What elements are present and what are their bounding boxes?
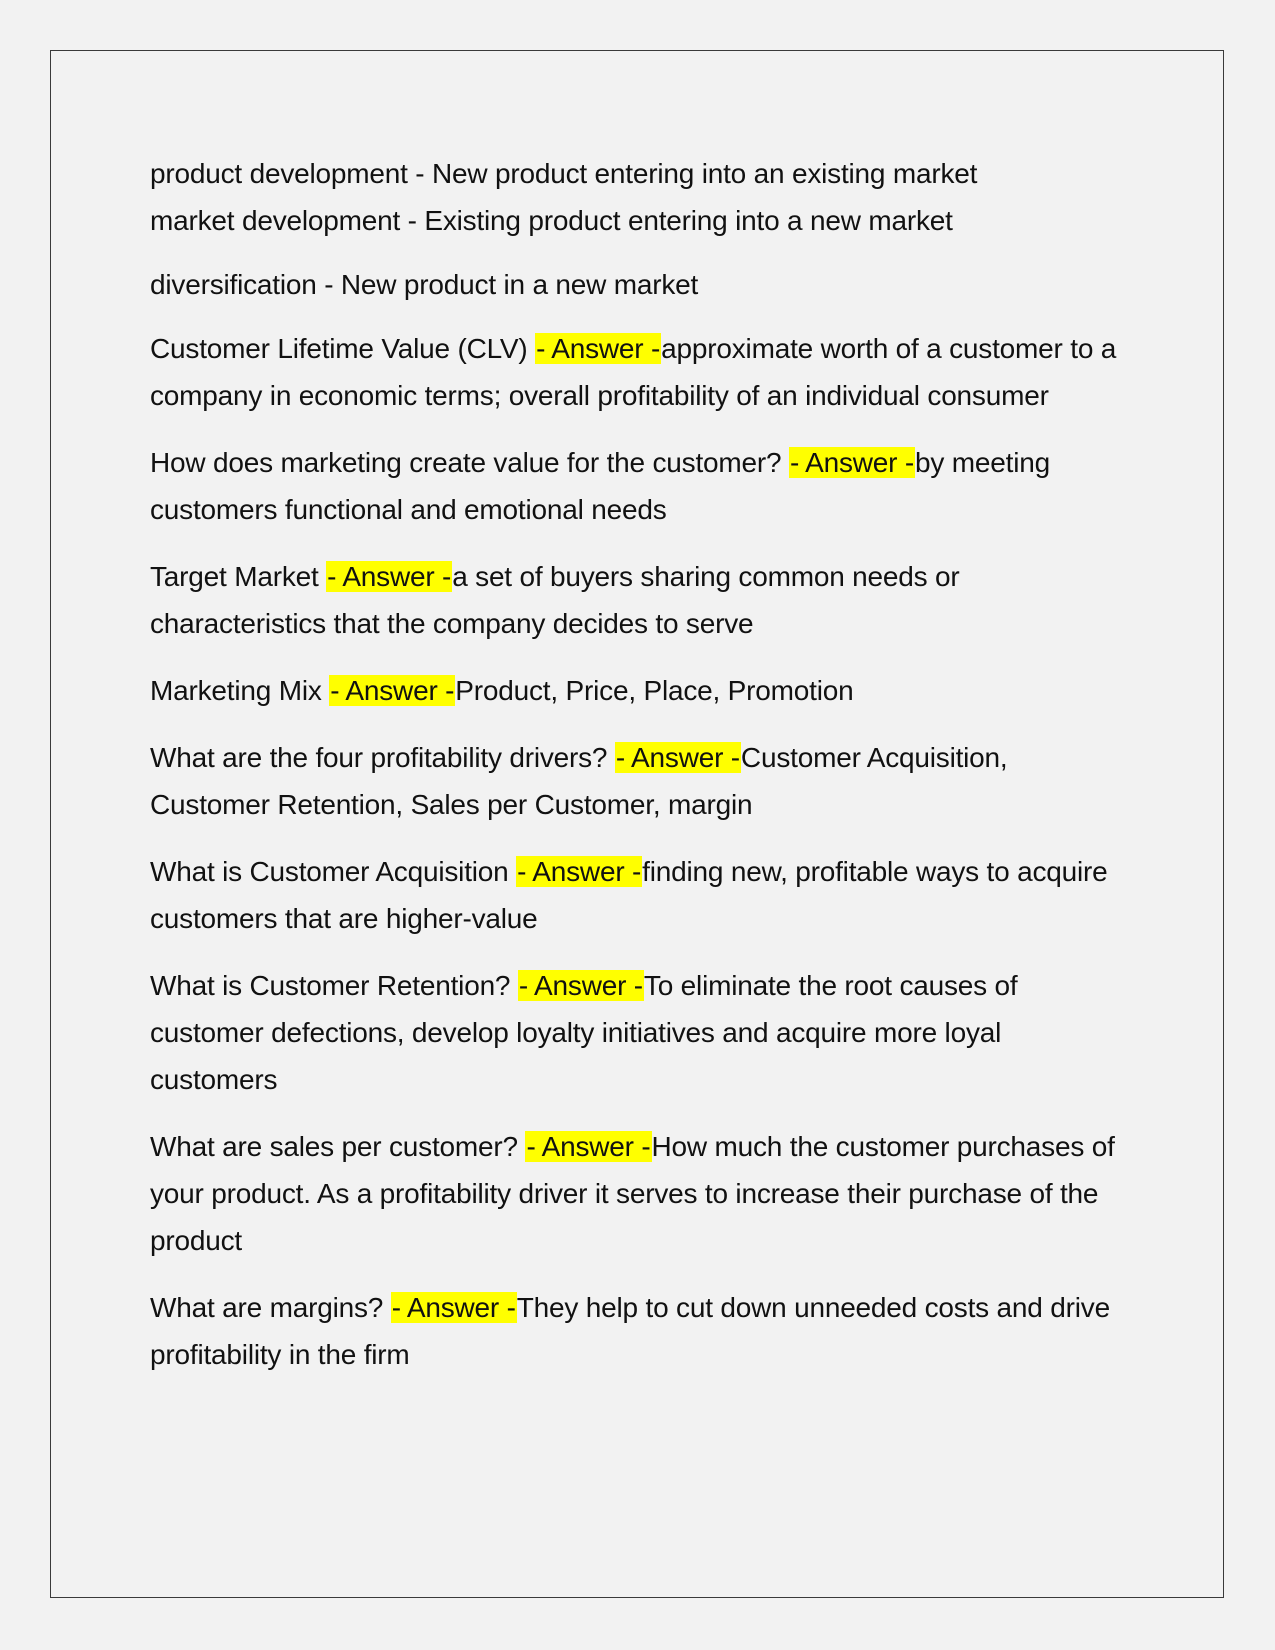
question-text: What are the four profitability drivers? <box>150 742 615 773</box>
qa-item-customer-retention <box>150 962 1130 1103</box>
answer-marker: - Answer - <box>391 1292 516 1323</box>
answer-text: To eliminate the root causes of customer defections, develop loyalty initiatives and acquire more loyal customers <box>150 970 1018 1095</box>
intro-line-product-development: product development - New product entering into an existing market <box>150 158 978 189</box>
answer-text: finding new, profitable ways to acquire customers that are higher-value <box>150 856 1108 934</box>
answer-marker: - Answer - <box>327 561 452 592</box>
qa-item-target-market <box>150 553 1130 647</box>
intro-line-diversification: diversification - New product in a new market <box>150 269 699 300</box>
answer-marker: - Answer - <box>615 742 740 773</box>
question-text: What are margins? <box>150 1292 391 1323</box>
question-text: Customer Lifetime Value (CLV) <box>150 333 536 364</box>
question-text: What are sales per customer? <box>150 1131 526 1162</box>
answer-text: How much the customer purchases of your product. As a profitability driver it serves to increase their purchase of the product <box>150 1131 1115 1256</box>
question-text: What is Customer Acquisition <box>150 856 517 887</box>
qa-item-customer-acquisition <box>150 848 1130 942</box>
answer-text: Customer Acquisition, Customer Retention, Sales per Customer, margin <box>150 742 1008 820</box>
answer-text: They help to cut down unneeded costs and drive profitability in the firm <box>150 1292 1110 1370</box>
intro-line-market-development: market development - Existing product entering into a new market <box>150 205 953 236</box>
question-text: Marketing Mix <box>150 675 330 706</box>
answer-text: a set of buyers sharing common needs or characteristics that the company decides to serve <box>150 561 960 639</box>
answer-marker: - Answer - <box>330 675 455 706</box>
answer-marker: - Answer - <box>518 970 643 1001</box>
answer-text: approximate worth of a customer to a company in economic terms; overall profitability of an individual consumer <box>150 333 1117 411</box>
qa-item-marketing-mix <box>150 667 1130 714</box>
answer-marker: - Answer - <box>526 1131 651 1162</box>
qa-item-margins <box>150 1284 1130 1378</box>
answer-text: by meeting customers functional and emotional needs <box>150 447 1050 525</box>
qa-item-marketing-value <box>150 439 1130 533</box>
answer-marker: - Answer - <box>789 447 915 478</box>
answer-marker: - Answer - <box>517 856 642 887</box>
qa-item-sales-per-customer <box>150 1123 1130 1264</box>
qa-item-clv <box>150 325 1130 419</box>
question-text: How does marketing create value for the customer? <box>150 447 789 478</box>
document-body <box>150 150 1130 1398</box>
question-text: Target Market <box>150 561 327 592</box>
answer-text: Product, Price, Place, Promotion <box>455 675 854 706</box>
question-text: What is Customer Retention? <box>150 970 518 1001</box>
qa-item-profitability-drivers <box>150 734 1130 828</box>
answer-marker: - Answer - <box>536 333 661 364</box>
